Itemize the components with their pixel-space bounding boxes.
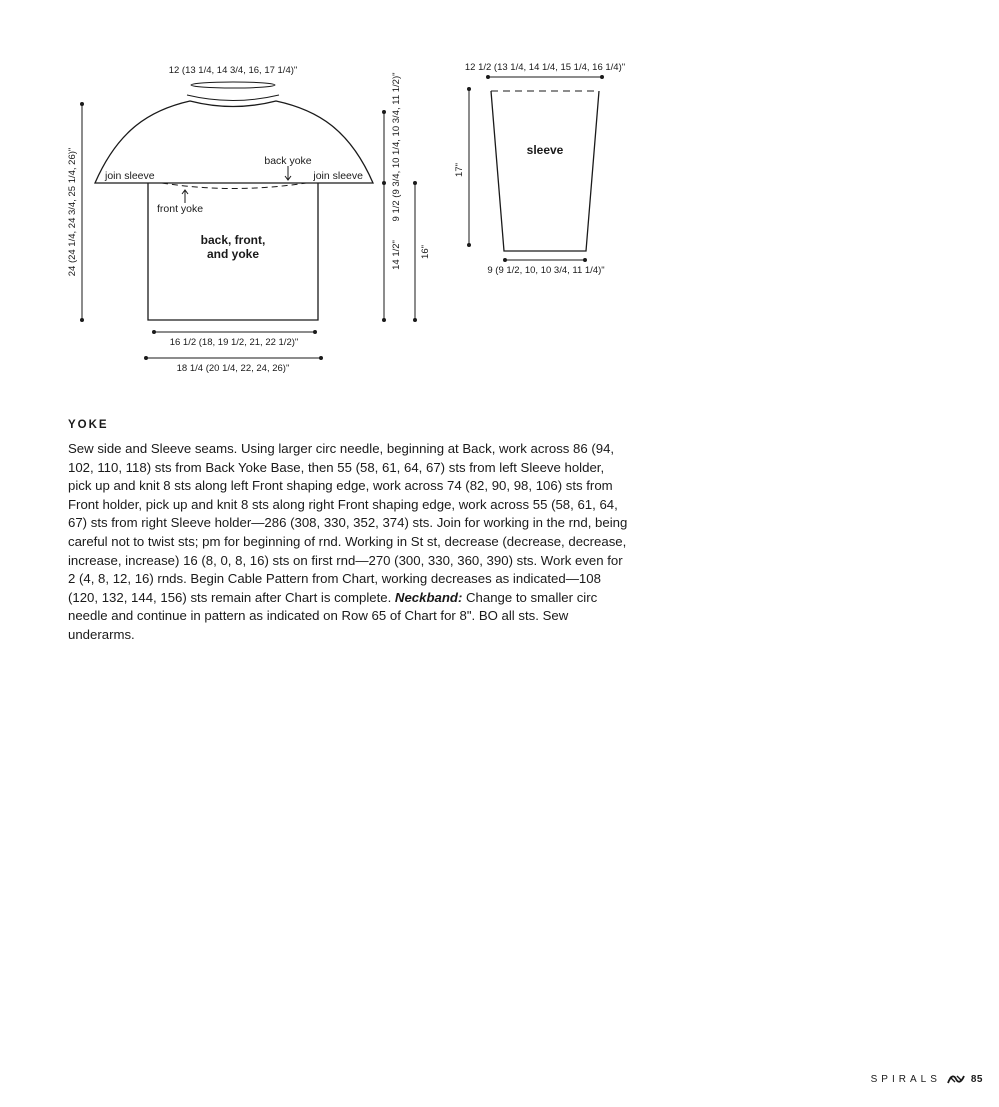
piece-label-line2: and yoke	[206, 247, 260, 261]
schematic-diagram	[0, 0, 999, 400]
sleeve-label: sleeve	[526, 143, 564, 157]
sleeve-outline	[491, 91, 599, 251]
neckband-label: Neckband:	[394, 589, 463, 605]
join-sleeve-left-label: join sleeve	[105, 170, 155, 182]
yoke-depth-dimension: 9 1/2 (9 3/4, 10 1/4, 10 3/4, 11 1/2)"	[391, 72, 402, 222]
sleeve-cuff-width-line	[503, 258, 587, 262]
sleeve-top-width-dimension: 12 1/2 (13 1/4, 14 1/4, 15 1/4, 16 1/4)"	[464, 62, 626, 73]
back-yoke-label: back yoke	[264, 155, 312, 167]
neck-ring	[191, 82, 275, 88]
section-heading: YOKE	[68, 419, 109, 431]
sleeve-length-line	[467, 87, 471, 247]
hem-width-line	[144, 356, 323, 360]
side-length-dimension: 16"	[420, 245, 431, 259]
back-yoke-arrow	[285, 166, 291, 180]
sleeve-schematic	[454, 62, 625, 276]
body-schematic	[67, 65, 431, 374]
front-yoke-line	[162, 183, 306, 189]
body-length-dimension: 14 1/2"	[391, 240, 402, 270]
front-yoke-arrow	[182, 190, 188, 203]
footer-brand: SPIRALS	[870, 1073, 941, 1085]
chest-width-dimension: 16 1/2 (18, 19 1/2, 21, 22 1/2)"	[169, 337, 299, 348]
piece-label-line1: back, front,	[200, 233, 266, 247]
neck-width-dimension: 12 (13 1/4, 14 3/4, 16, 17 1/4)"	[168, 65, 298, 76]
yoke-instructions	[68, 440, 628, 645]
sleeve-top-width-line	[486, 75, 604, 79]
interweave-logo-icon	[947, 1073, 965, 1085]
yoke-instructions-part2: Change to smaller circ needle and continue in pattern as indicated on Row 65 of Chart for 8". BO all sts. Sew underarms.	[68, 589, 598, 642]
right-length-line	[382, 110, 386, 322]
total-length-dimension: 24 (24 1/4, 24 3/4, 25 1/4, 26)"	[67, 147, 78, 277]
sleeve-cuff-width-dimension: 9 (9 1/2, 10, 10 3/4, 11 1/4)"	[487, 265, 605, 276]
sleeve-length-dimension: 17"	[454, 163, 465, 177]
front-yoke-label: front yoke	[157, 203, 204, 215]
join-sleeve-right-label: join sleeve	[313, 170, 363, 182]
total-length-line	[80, 102, 84, 322]
side-length-line	[413, 181, 417, 322]
yoke-instructions-part1: Sew side and Sleeve seams. Using larger circ needle, beginning at Back, work across 86 (94, 102, 110, 118) sts from Back Yoke Base, then 55 (58, 61, 64, 67) sts from left Sleeve holder, pick up and knit 8 sts along left Front shaping edge, work across 74 (82, 90, 98, 106) sts from Front holder, pick up and knit 8 sts along right Front shaping edge, work across 55 (58, 61, 64, 67) sts from right Sleeve holder—286 (308, 330, 352, 374) sts. Join for working in the rnd, being careful not to twist sts; pm for beginning of rnd. Working in St st, decrease (decrease, decrease, increase, increase) 16 (8, 0, 8, 16) sts on first rnd—270 (300, 330, 360, 390) sts. Work even for 2 (4, 8, 12, 16) rnds. Begin Cable Pattern from Chart, working decreases as indicated—108 (120, 132, 144, 156) sts remain after Chart is complete.	[68, 441, 628, 605]
page-number: 85	[970, 1073, 983, 1085]
chest-width-line	[152, 330, 317, 334]
neck-ring-outer	[187, 95, 279, 101]
hem-width-dimension: 18 1/4 (20 1/4, 22, 24, 26)"	[176, 363, 290, 374]
page-footer	[871, 1073, 983, 1085]
